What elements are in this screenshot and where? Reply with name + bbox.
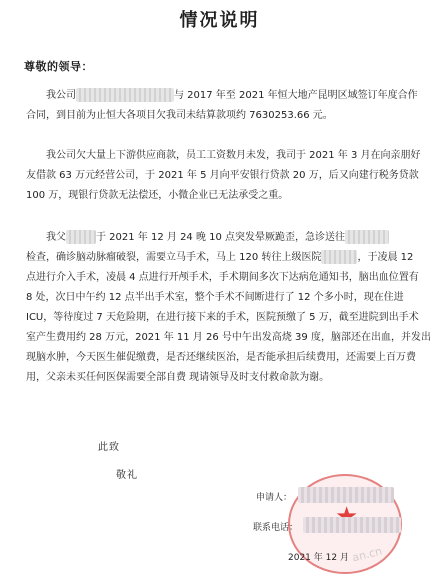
text-fragment: 与 2017 年至 2021 年恒大地产昆明区域签订年度合作 [174,90,418,101]
redacted-phone [303,517,401,533]
text-fragment: 我公司 [46,90,76,101]
paragraph-line [26,248,418,268]
watermark: an.cn [350,544,384,565]
document-title: 情况说明 [179,10,260,31]
paragraph-line: ICU，等待度过 7 天危险期，在进行接下来的手术，医院预缴了 5 万，截至进院到出手术 [26,312,419,323]
paragraph-3 [26,228,431,388]
salutation: 尊敬的领导： [24,60,93,73]
closing-jing-li: 敬礼 [116,470,138,481]
redacted-company-name [76,88,174,102]
redacted-hospital [345,230,389,244]
redacted-name [66,230,96,244]
closing-ci-zhi: 此致 [98,442,120,453]
paragraph-line: 点进行介入手术，凌晨 4 点进行开颅手术，手术期间多次下达病危通知书，脑出血位置有 [26,272,419,283]
redacted-hospital [321,250,357,264]
document-date: 2021 年 12 月 [288,553,349,563]
paragraph-line: 用，父亲未买任何医保需要全部自费 现请领导及时支付救命款为谢。 [26,372,330,383]
paragraph-1 [26,86,418,126]
paragraph-line [26,86,418,106]
paragraph-line: 我公司欠大量上下游供应商款，员工工资数月未发，我司于 2021 年 3 月在向亲朋好 [46,150,421,161]
paragraph-line: 友借款 63 万元经营公司，于 2021 年 5 月向平安银行贷款 20 万，后又向建行税务贷款 [26,170,419,181]
text-fragment: 于 2021 年 12 月 24 晚 10 点突发晕厥跪歪，急诊送往 [96,232,346,243]
paragraph-line [26,228,418,248]
applicant-label: 申请人： [256,493,293,503]
paragraph-line: 合同，到目前为止恒大各项目欠我司未结算款项约 7630253.66 元。 [26,110,333,121]
paragraph-line: 100 万，现银行贷款无法偿还，小微企业已无法承受之重。 [26,190,289,201]
contact-phone-label: 联系电话： [253,523,299,533]
paragraph-line: 8 处，次日中午约 12 点半出手术室，整个手术不间断进行了 12 个多小时，现在住进 [26,292,404,303]
text-fragment: 检查，确诊脑动脉瘤破裂，需要立马手术，马上 120 转往上级医院 [26,252,322,263]
paragraph-line: 现脑水肿，今天医生催促缴费，是否还继续医治，是否能承担后续费用，还需要上百万费 [26,352,416,363]
text-fragment: 我父 [46,232,66,243]
text-fragment: ，于凌晨 12 [357,252,414,263]
paragraph-line: 室产生费用约 28 万元，2021 年 11 月 26 号中午出发高烧 39 度，脑部还在出血，并发出 [26,332,431,343]
redacted-applicant [298,487,394,503]
paragraph-2 [26,146,421,206]
